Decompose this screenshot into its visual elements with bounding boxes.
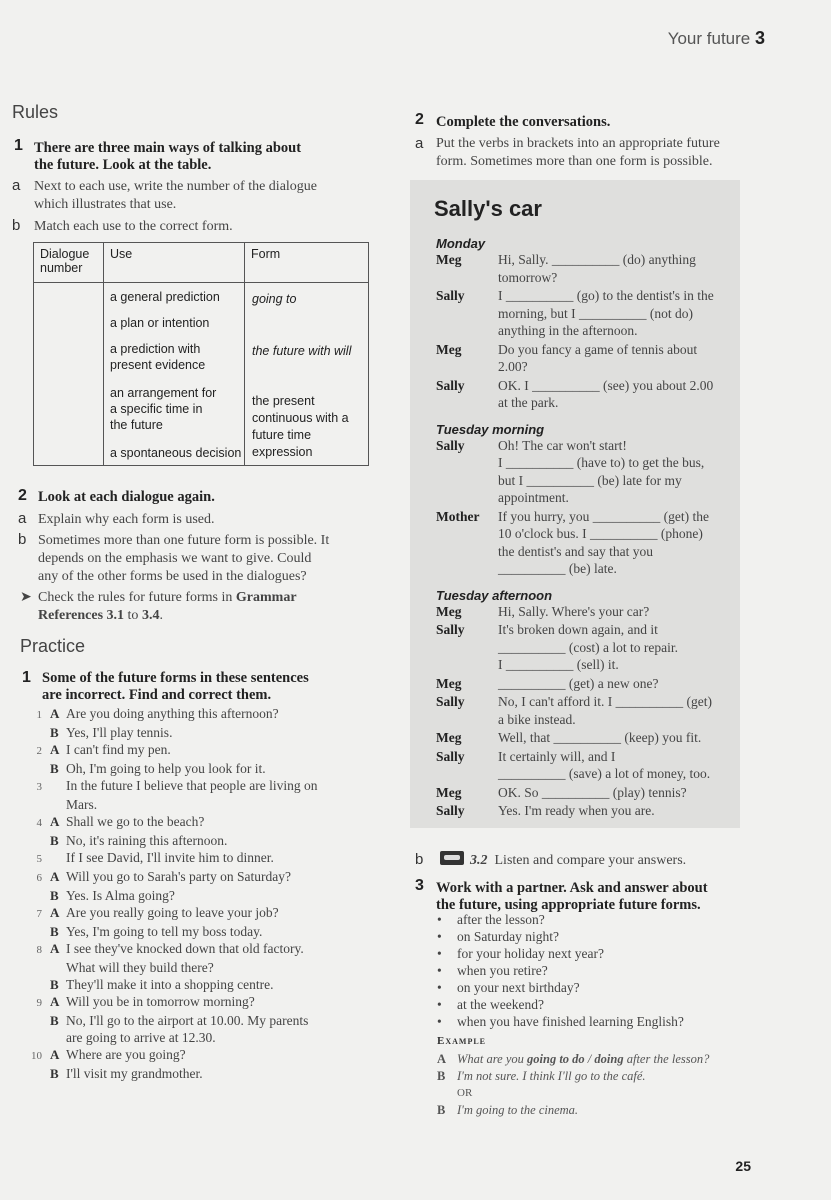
grammar-reference-arrow: ➤ [20,590,32,605]
item-speaker: B [50,888,59,903]
dialogue-line [436,784,736,802]
speaker-name: Meg [436,675,462,691]
item-speaker: A [50,905,60,920]
speaker-name: Sally [436,748,465,764]
item-text: What will they build there? [66,960,214,975]
dialogue-text: 10 o'clock bus. I __________ (phone) [498,526,703,541]
use-arrangement: an arrangement for a specific time in the future [110,386,217,432]
track-number: 3.2 [470,853,488,868]
item-speaker: B [50,761,59,776]
item-text: Are you really going to leave your job? [66,905,279,920]
rules-table [33,242,369,466]
item-number: 4 [36,817,42,829]
check-rules-text: Check the rules for future forms in [38,590,233,605]
item-text: I can't find my pen. [66,742,171,757]
example-b2-text: I'm going to the cinema. [457,1103,579,1117]
practice-item [20,705,400,724]
page-number: 25 [735,1158,751,1174]
running-head [668,28,765,49]
dialogue-line [436,341,736,376]
table-header-row [34,243,369,283]
dialogue-line [436,729,736,747]
practice-item [20,904,400,923]
practice-q1-line2: are incorrect. Find and correct them. [42,687,272,703]
scene-heading: Tuesday afternoon [436,587,553,603]
practice-list [20,705,400,1082]
practice-q1-text [42,670,309,704]
dialogue-line [436,675,736,693]
rules-q2-b-line2: depends on the emphasis we want to give. Could [38,551,312,566]
item-text: Shall we go to the beach? [66,814,205,829]
practice-item [20,940,400,959]
speaker-name: Meg [436,603,462,619]
example-or: OR [457,1087,473,1099]
q3-bullet-item [437,1013,684,1030]
dialogue-panel [410,180,740,828]
item-text: Will you be in tomorrow morning? [66,994,255,1009]
dialogue-line [436,621,736,674]
item-number: 8 [36,944,42,956]
item-number: 6 [36,872,42,884]
q3-bullets [437,911,684,1030]
item-speaker: A [50,869,60,884]
bullet-text: when you have finished learning English? [457,1014,684,1029]
practice-item [20,1065,400,1082]
speaker-name: Sally [436,288,465,303]
bullet-text: on your next birthday? [457,980,580,995]
q3-number: 3 [415,877,424,894]
practice-item [20,887,400,904]
item-text: If I see David, I'll invite him to dinner. [66,850,274,865]
item-number: 5 [36,853,42,865]
dialogue-text: morning, but I __________ (not do) [498,305,693,321]
dialogue-line [436,251,736,286]
q3-bullet-item [437,996,684,1013]
item-speaker: A [50,941,60,956]
dialogue-text: __________ (be) late. [498,561,617,576]
item-number: 1 [36,709,42,721]
practice-item [20,1012,400,1029]
right-q2-title: Complete the conversations. [436,114,611,130]
rules-q1-a-line1: Next to each use, write the number of the dialogue [34,179,318,194]
dialogue-text: the dentist's and say that you [498,543,654,559]
q3-bullet-item [437,945,684,962]
bullet-icon: • [437,929,442,944]
speaker-name: Sally [436,803,465,818]
dialogue-text: a bike instead. [498,711,576,727]
example-a-slash: / [587,1052,592,1066]
item-speaker: B [50,924,59,939]
practice-item [20,849,400,868]
item-text: I'll visit my grandmother. [66,1066,203,1081]
table-header-dialogue-number: Dialogue number [34,243,104,283]
rules-q2-a-label: a [18,510,27,527]
item-number: 9 [36,997,42,1009]
item-text: Yes, I'm going to tell my boss today. [66,924,263,939]
bullet-text: on Saturday night? [457,929,559,944]
rules-q2-b-label: b [18,531,27,548]
bullet-icon: • [437,963,442,978]
example-b2-label: B [437,1103,446,1117]
dialogue-text: It certainly will, and I [498,748,616,764]
right-q2-a-line1: Put the verbs in brackets into an appropriate future [436,136,720,151]
item-text: Oh, I'm going to help you look for it. [66,761,266,776]
use-spontaneous-decision: a spontaneous decision [110,446,242,460]
dialogue-text: Yes. I'm ready when you are. [498,803,655,818]
rules-q1-a-text [34,178,317,214]
bullet-icon: • [437,1014,442,1029]
practice-item [20,760,400,777]
practice-item [20,959,400,976]
q3-bullet-item [437,979,684,996]
rules-q2-b-line3: any of the other forms be used in the dialogues? [38,569,307,584]
use-general-prediction: a general prediction [110,290,220,304]
practice-item [20,868,400,887]
q3-line2: the future, using appropriate future forms. [436,897,701,913]
example-a-label: A [437,1052,447,1066]
scene-heading: Tuesday morning [436,421,545,437]
use-plan-intention: a plan or intention [110,316,210,330]
rules-q2-text: Look at each dialogue again. [38,489,215,505]
scene-heading: Monday [436,236,486,251]
table-body-row [34,283,369,466]
rules-q1-a-label: a [12,177,21,194]
listen-text [470,852,686,870]
q3-bullet-item [437,911,684,928]
cassette-icon [440,851,464,865]
dialogue-text: __________ (get) a new one? [498,675,659,691]
dialogue-text: Do you fancy a game of tennis about [498,341,698,357]
rules-q1-a-line2: which illustrates that use. [34,197,177,212]
rules-q1-line2: the future. Look at the table. [34,157,212,173]
dialogue-text: tomorrow? [498,269,558,285]
dialogue-text: __________ (save) a lot of money, too. [498,766,711,781]
example-a-bold: going to do [527,1052,585,1066]
rules-q2-b-text [38,532,329,586]
speaker-name: Meg [436,252,462,267]
dialogue-text: I __________ (go) to the dentist's in the [498,288,714,303]
item-text: Where are you going? [66,1047,186,1062]
right-q2-a-label: a [415,135,424,152]
practice-item [20,993,400,1012]
rules-q1-b-label: b [12,217,21,234]
speaker-name: Mother [436,508,480,524]
item-text: No, it's raining this afternoon. [66,833,228,848]
rules-q2-number: 2 [18,487,27,504]
item-speaker: B [50,1013,59,1028]
item-text: They'll make it into a shopping centre. [66,977,274,992]
rules-q1-text [34,140,301,174]
speaker-name: Meg [436,784,462,800]
dialogue-title: Sally's car [434,196,542,221]
item-number: 3 [36,781,42,793]
rules-heading: Rules [12,102,59,122]
use-prediction-present-evidence: a prediction with present evidence [110,342,206,372]
dialogue-line [436,287,736,340]
dialogue-text: Hi, Sally. __________ (do) anything [498,252,696,267]
example-b-label: B [437,1069,446,1083]
bullet-icon: • [437,997,442,1012]
dialogue-text: I __________ (sell) it. [498,657,619,672]
rules-q1-b-text: Match each use to the correct form. [34,219,233,234]
form-going-to: going to [252,292,297,306]
speaker-name: Sally [436,694,465,709]
item-speaker: A [50,706,60,721]
item-text: Are you doing anything this afternoon? [66,706,279,721]
table-header-form: Form [245,243,369,283]
dialogue-text: at the park. [498,395,559,410]
dialogue-line [436,603,736,621]
rules-q2-b-line1: Sometimes more than one future form is possible. It [38,533,330,548]
item-speaker: B [50,1066,59,1081]
rules-q1-number: 1 [14,137,23,154]
right-q2-number: 2 [415,111,424,128]
practice-item [20,777,400,796]
item-number: 7 [36,908,42,920]
use-cell [104,283,245,466]
item-text: Will you go to Sarah's party on Saturday? [66,869,291,884]
item-text: I see they've knocked down that old factory. [66,941,304,956]
dialogue-text: anything in the afternoon. [498,323,638,338]
dialogue-text: appointment. [498,490,569,505]
form-future-will: the future with will [252,344,352,358]
dialogue-line [436,802,736,820]
q3-line1: Work with a partner. Ask and answer about [436,880,708,896]
q3-bullet-item [437,928,684,945]
item-number: 2 [36,745,42,757]
dialogue-line [436,748,736,783]
speaker-name: Sally [436,622,465,637]
item-text: In the future I believe that people are living on [66,778,318,793]
item-text: No, I'll go to the airport at 10.00. My parents [66,1013,309,1028]
practice-item [20,813,400,832]
item-text: Yes, I'll play tennis. [66,725,173,740]
practice-item [20,1029,400,1046]
practice-q1-line1: Some of the future forms in these sentences [42,670,309,686]
grammar-reference-note: Check the rules for future forms in Grammar References 3.1 to 3.4. [38,590,297,623]
item-speaker: A [50,742,60,757]
dialogue-text: Hi, Sally. Where's your car? [498,603,650,619]
example-a-bold2: doing [594,1052,624,1066]
bullet-icon: • [437,946,442,961]
dialogue-text: Well, that __________ (keep) you fit. [498,730,702,745]
example-a-pre: What are you [457,1052,524,1066]
item-speaker: A [50,994,60,1009]
speaker-name: Sally [436,437,465,453]
item-speaker: A [50,814,60,829]
listen-instruction: Listen and compare your answers. [494,853,687,868]
right-q2-a-line2: form. Sometimes more than one form is possible. [436,154,713,169]
bullet-icon: • [437,912,442,927]
practice-q1-number: 1 [22,669,31,686]
dialogue-line [436,508,736,578]
item-text: Yes. Is Alma going? [66,888,175,903]
example-b-text: I'm not sure. I think I'll go to the café. [457,1069,646,1083]
dialogue-text: No, I can't afford it. I __________ (get) [498,694,713,709]
speaker-name: Meg [436,730,462,745]
dialogue-text: OK. So __________ (play) tennis? [498,784,687,800]
dialogue-text: Oh! The car won't start! [498,437,627,453]
item-text: Mars. [66,797,98,812]
practice-heading: Practice [20,636,86,656]
unit-number: 3 [754,28,765,48]
rules-q2-a-text: Explain why each form is used. [38,512,215,527]
form-present-continuous: the present continuous with a future time expression [252,394,349,459]
table-header-use: Use [104,243,245,283]
item-speaker: B [50,833,59,848]
item-speaker: B [50,725,59,740]
q3-text [436,880,708,914]
practice-item [20,832,400,849]
item-speaker: A [50,1047,60,1062]
dialogue-number-cell [34,283,104,466]
grammar-ref-end: 3.4 [141,608,160,623]
q3-bullet-item [437,962,684,979]
rules-q1-line1: There are three main ways of talking about [34,140,302,156]
item-speaker: B [50,977,59,992]
dialogue-body [436,236,736,821]
practice-item [20,1046,400,1065]
dialogue-text: but I __________ (be) late for my [498,472,682,488]
grammar-ref-start: References 3.1 [38,608,125,623]
practice-item [20,923,400,940]
speaker-name: Sally [436,377,465,393]
dialogue-line [436,377,736,412]
grammar-ref-to: to [127,608,139,623]
item-text: are going to arrive at 12.30. [66,1030,216,1045]
bullet-text: after the lesson? [457,912,545,927]
dialogue-text: I __________ (have to) to get the bus, [498,455,705,470]
dialogue-text: If you hurry, you __________ (get) the [498,508,709,524]
dialogue-text: It's broken down again, and it [498,622,658,637]
dialogue-line [436,693,736,728]
dialogue-text: __________ (cost) a lot to repair. [498,639,678,655]
bullet-text: when you retire? [457,963,548,978]
example-a-post: after the lesson? [626,1052,710,1066]
bullet-text: for your holiday next year? [457,946,604,961]
practice-item [20,741,400,760]
section-title: Your future [667,29,751,48]
dialogue-text: OK. I __________ (see) you about 2.00 [498,377,714,393]
practice-item [20,796,400,813]
item-number: 10 [31,1050,42,1062]
dialogue-line [436,437,736,507]
dialogue-text: 2.00? [498,359,528,374]
example-block [437,1051,709,1119]
right-q2-a-text [436,135,720,171]
listen-label: b [415,851,424,868]
bullet-icon: • [437,980,442,995]
example-label: Example [437,1035,487,1047]
form-cell [245,283,369,466]
bullet-text: at the weekend? [457,997,544,1012]
grammar-word: Grammar [235,590,297,605]
speaker-name: Meg [436,341,462,357]
practice-item [20,724,400,741]
practice-item [20,976,400,993]
